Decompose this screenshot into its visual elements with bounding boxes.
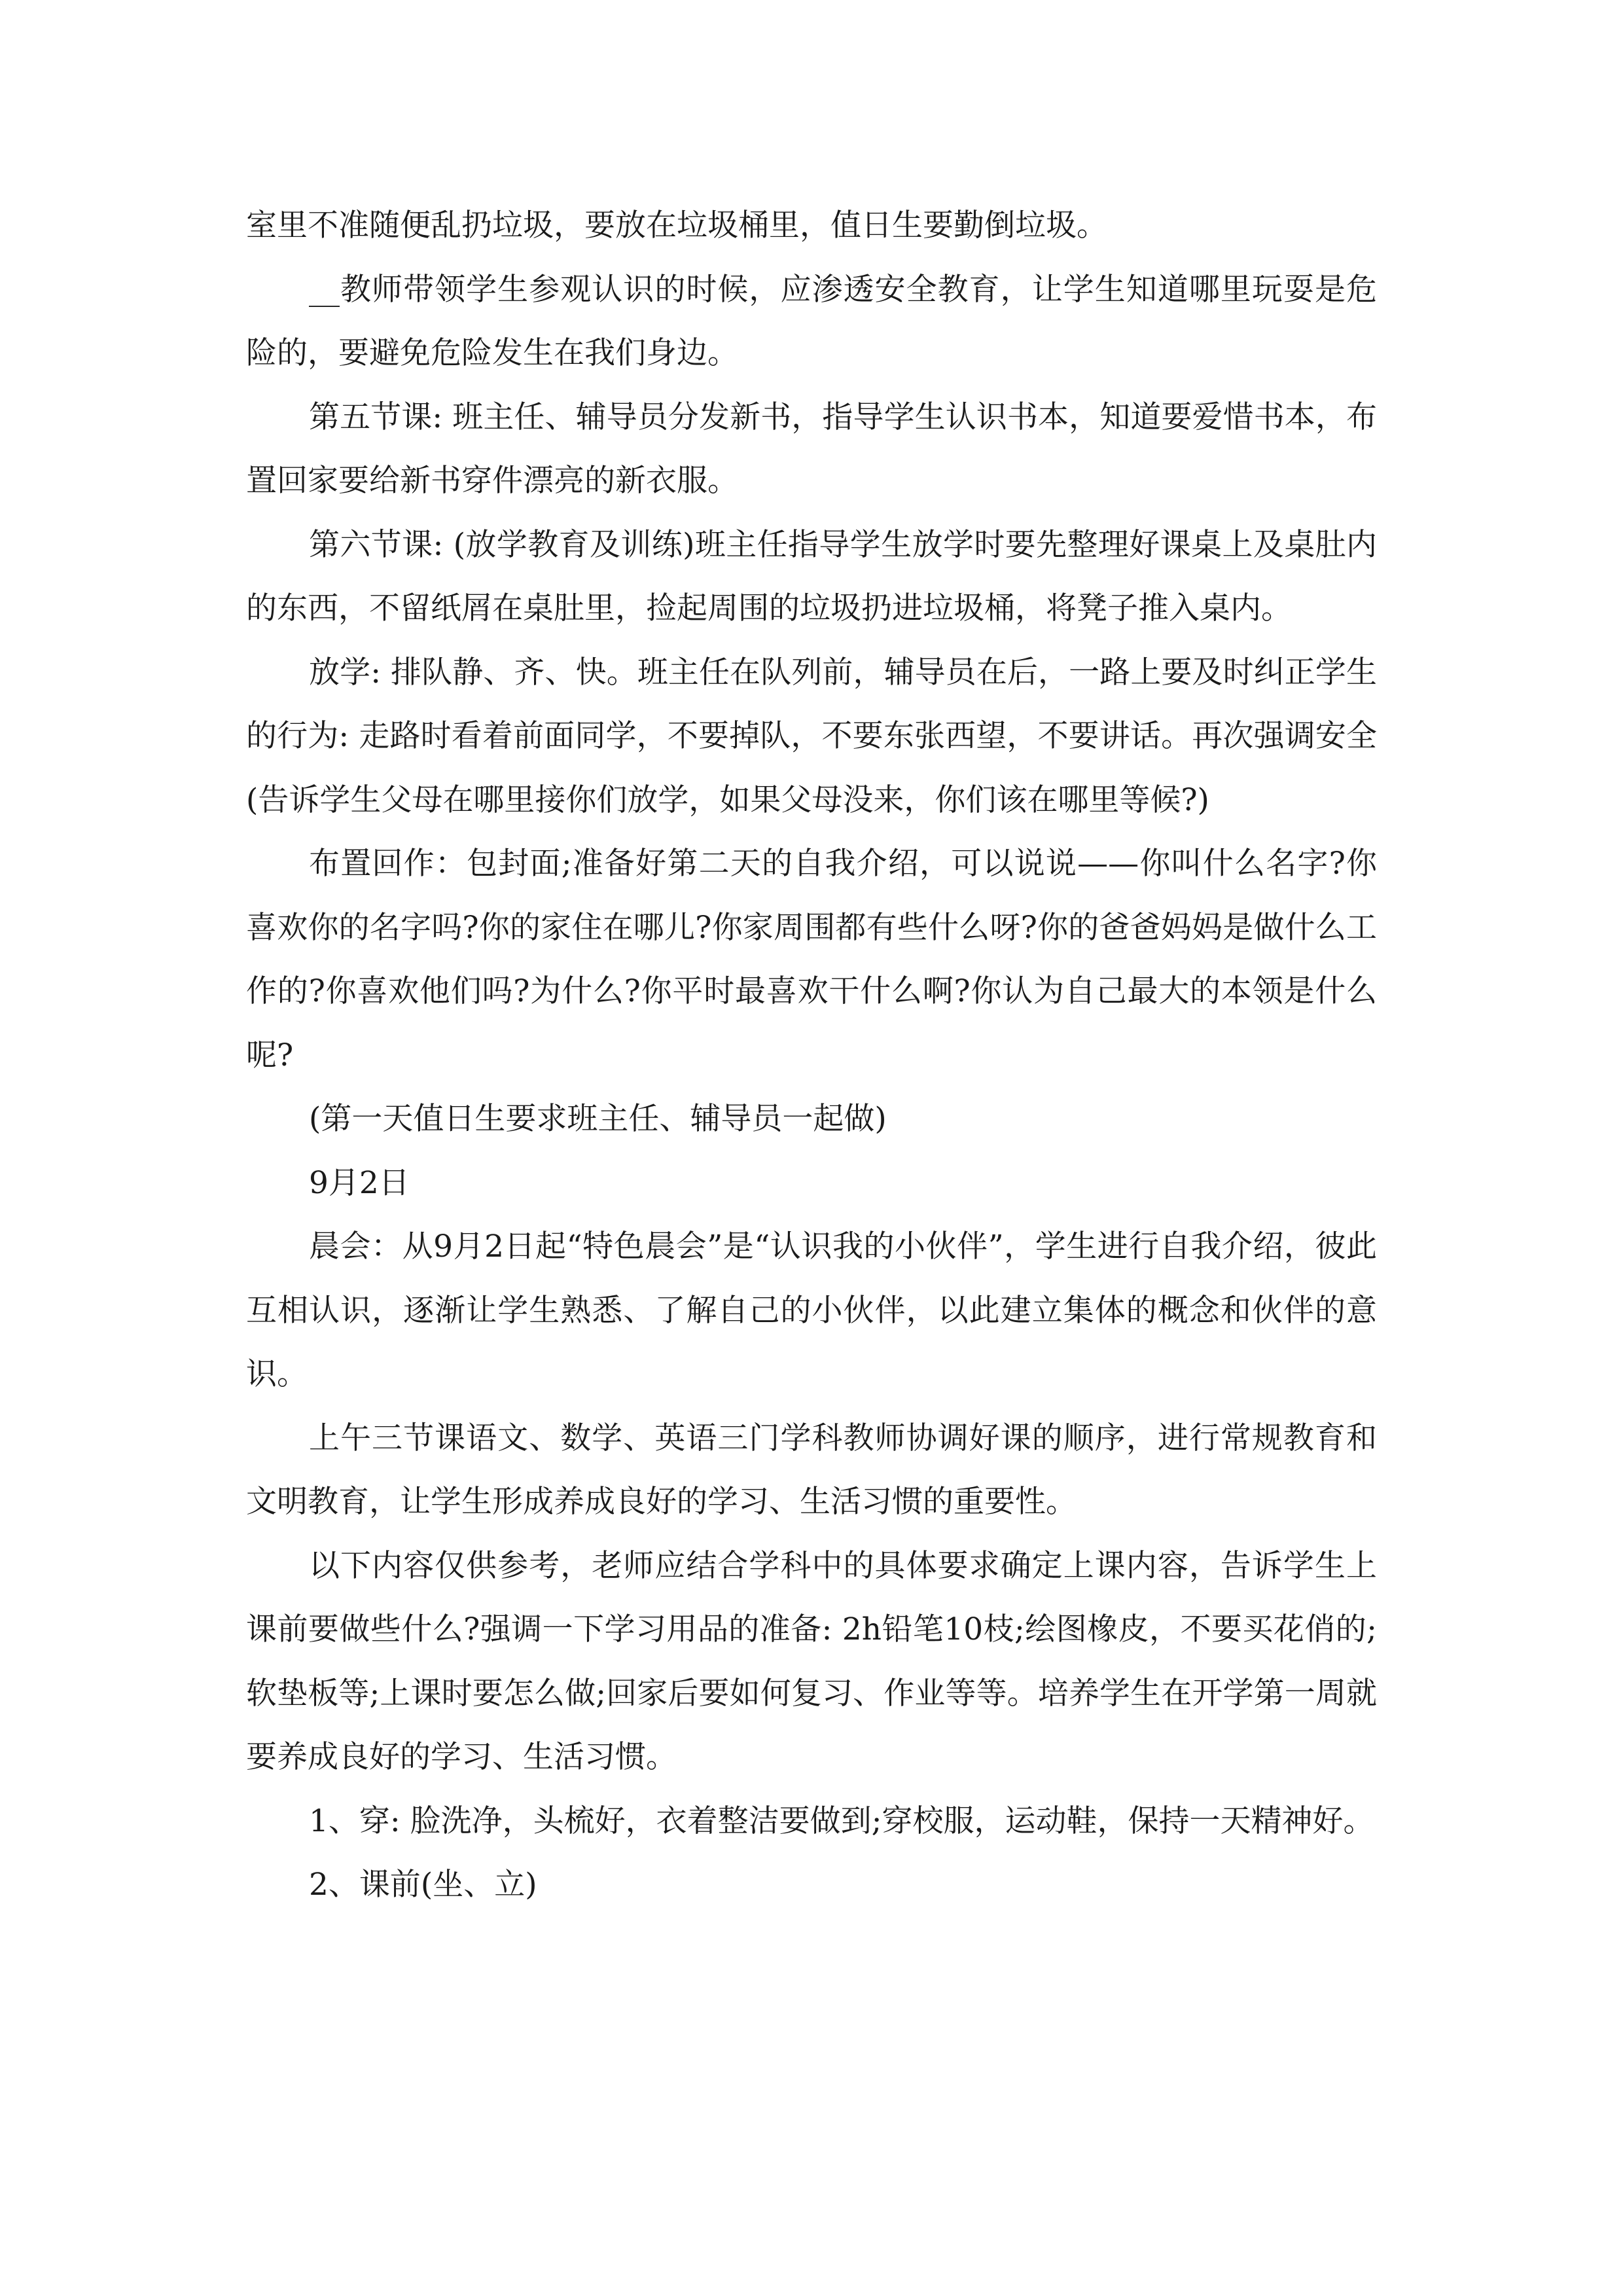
paragraph-2: 第五节课: 班主任、辅导员分发新书，指导学生认识书本，知道要爱惜书本，布置回家要给新书穿件漂亮的新衣服。 bbox=[246, 399, 1377, 499]
paragraph-4: 放学: 排队静、齐、快。班主任在队列前，辅导员在后，一路上要及时纠正学生的行为: 走路时看着前面同学，不要掉队，不要东张西望，不要讲话。再次强调安全(告诉学生父母在哪里接你们放学，如果父母没来，你们该在哪里等候?) bbox=[246, 654, 1377, 818]
paragraph-6: (第一天值日生要求班主任、辅导员一起做) bbox=[309, 1101, 887, 1137]
paragraph-9: 上午三节课语文、数学、英语三门学科教师协调好课的顺序，进行常规教育和文明教育，让学生形成养成良好的学习、生活习惯的重要性。 bbox=[246, 1420, 1377, 1520]
document-body bbox=[246, 194, 1377, 1917]
paragraph-8: 晨会：从9月2日起“特色晨会”是“认识我的小伙伴”，学生进行自我介绍，彼此互相认识，逐渐让学生熟悉、了解自己的小伙伴，以此建立集体的概念和伙伴的意识。 bbox=[246, 1229, 1377, 1392]
list-item-1: 1、穿: 脸洗净，头梳好，衣着整洁要做到;穿校服，运动鞋，保持一天精神好。 bbox=[309, 1803, 1374, 1839]
paragraph-5: 布置回作：包封面;准备好第二天的自我介绍，可以说说——你叫什么名字?你喜欢你的名字吗?你的家住在哪儿?你家周围都有些什么呀?你的爸爸妈妈是做什么工作的?你喜欢他们吗?为什么?你平时最喜欢干什么啊?你认为自己最大的本领是什么呢? bbox=[246, 846, 1377, 1073]
paragraph-3: 第六节课: (放学教育及训练)班主任指导学生放学时要先整理好课桌上及桌肚内的东西，不留纸屑在桌肚里，捡起周围的垃圾扔进垃圾桶，将凳子推入桌内。 bbox=[246, 526, 1377, 626]
date-heading: 9月2日 bbox=[309, 1164, 410, 1201]
paragraph-1: __教师带领学生参观认识的时候，应渗透安全教育，让学生知道哪里玩耍是危险的，要避免危险发生在我们身边。 bbox=[246, 271, 1377, 371]
list-item-2: 2、课前(坐、立) bbox=[309, 1867, 537, 1903]
paragraph-0: 室里不准随便乱扔垃圾，要放在垃圾桶里，值日生要勤倒垃圾。 bbox=[246, 207, 1107, 243]
paragraph-10: 以下内容仅供参考，老师应结合学科中的具体要求确定上课内容，告诉学生上课前要做些什么?强调一下学习用品的准备: 2h铅笔10枝;绘图橡皮，不要买花俏的;软垫板等;上课时要怎么做;回家后要如何复习、作业等等。培养学生在开学第一周就要养成良好的学习、生活习惯。 bbox=[246, 1547, 1377, 1775]
